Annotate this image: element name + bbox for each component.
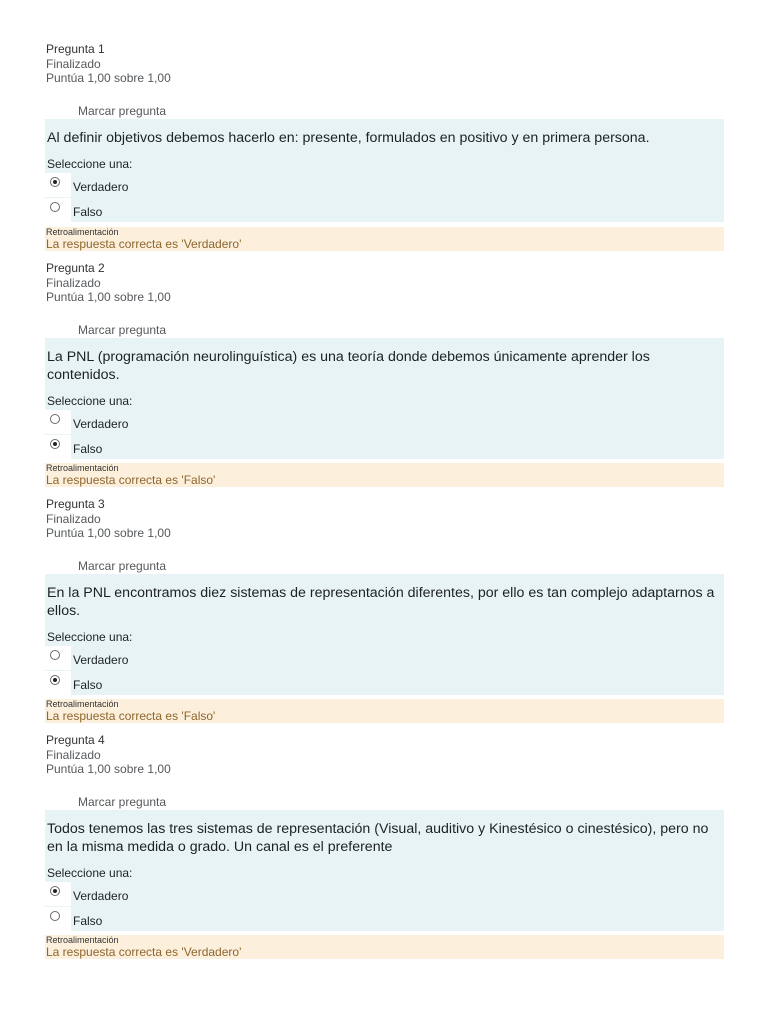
option-verdadero[interactable] (45, 410, 345, 434)
question-number: Pregunta 1 (46, 42, 105, 56)
question-block-1 (0, 42, 768, 254)
radio-button[interactable] (45, 435, 71, 459)
question-grade: Puntúa 1,00 sobre 1,00 (46, 762, 171, 776)
question-block-3 (0, 497, 768, 727)
radio-selected-icon (50, 675, 60, 685)
option-label[interactable]: Falso (73, 205, 103, 219)
radio-button[interactable] (45, 882, 71, 906)
question-grade: Puntúa 1,00 sobre 1,00 (46, 290, 171, 304)
feedback-box (45, 227, 724, 251)
option-falso[interactable] (45, 435, 345, 459)
flag-question-link[interactable]: Marcar pregunta (78, 795, 167, 809)
question-grade: Puntúa 1,00 sobre 1,00 (46, 71, 171, 85)
question-text: Todos tenemos las tres sistemas de representación (Visual, auditivo y Kinestésico o cinestésico), pero no en la misma medida o grado. Un canal es el preferente (47, 821, 709, 855)
option-verdadero[interactable] (45, 173, 345, 197)
option-label[interactable]: Verdadero (73, 417, 129, 431)
question-content (45, 810, 724, 931)
question-content (45, 119, 724, 222)
feedback-label: Retroalimentación (46, 463, 119, 473)
question-block-4 (0, 733, 768, 963)
question-number: Pregunta 3 (46, 497, 105, 511)
flag-question-link[interactable]: Marcar pregunta (78, 323, 167, 337)
option-label[interactable]: Falso (73, 442, 103, 456)
radio-button[interactable] (45, 173, 71, 197)
question-info (46, 261, 171, 305)
question-grade: Puntúa 1,00 sobre 1,00 (46, 526, 171, 540)
feedback-box (45, 935, 724, 959)
radio-selected-icon (50, 439, 60, 449)
radio-empty-icon (50, 414, 60, 424)
option-verdadero[interactable] (45, 646, 345, 670)
radio-empty-icon (50, 202, 60, 212)
question-text: La PNL (programación neurolinguística) es una teoría donde debemos únicamente aprender los contenidos. (47, 349, 650, 383)
question-text: En la PNL encontramos diez sistemas de representación diferentes, por ello es tan complejo adaptarnos a ellos. (47, 585, 715, 619)
radio-selected-icon (50, 177, 60, 187)
question-state: Finalizado (46, 511, 101, 526)
select-one-label: Seleccione una: (47, 630, 133, 644)
radio-empty-icon (50, 911, 60, 921)
question-state: Finalizado (46, 747, 101, 762)
question-text: Al definir objetivos debemos hacerlo en: presente, formulados en positivo y en primera persona. (47, 130, 650, 146)
feedback-box (45, 463, 724, 487)
feedback-label: Retroalimentación (46, 935, 119, 945)
option-label[interactable]: Verdadero (73, 889, 129, 903)
radio-button[interactable] (45, 198, 71, 222)
radio-empty-icon (50, 650, 60, 660)
question-state: Finalizado (46, 275, 101, 290)
select-one-label: Seleccione una: (47, 394, 133, 408)
option-label[interactable]: Falso (73, 678, 103, 692)
select-one-label: Seleccione una: (47, 157, 133, 171)
question-number: Pregunta 2 (46, 261, 105, 275)
option-label[interactable]: Falso (73, 914, 103, 928)
question-info (46, 497, 171, 541)
option-falso[interactable] (45, 907, 345, 931)
feedback-text: La respuesta correcta es 'Verdadero' (46, 945, 242, 959)
feedback-box (45, 699, 724, 723)
question-info (46, 42, 171, 86)
radio-button[interactable] (45, 410, 71, 434)
radio-button[interactable] (45, 671, 71, 695)
question-content (45, 338, 724, 459)
feedback-label: Retroalimentación (46, 699, 119, 709)
option-falso[interactable] (45, 671, 345, 695)
option-verdadero[interactable] (45, 882, 345, 906)
option-label[interactable]: Verdadero (73, 180, 129, 194)
question-state: Finalizado (46, 56, 101, 71)
question-content (45, 574, 724, 695)
feedback-text: La respuesta correcta es 'Verdadero' (46, 237, 242, 251)
feedback-text: La respuesta correcta es 'Falso' (46, 473, 216, 487)
radio-button[interactable] (45, 646, 71, 670)
question-info (46, 733, 171, 777)
feedback-text: La respuesta correcta es 'Falso' (46, 709, 216, 723)
question-number: Pregunta 4 (46, 733, 105, 747)
question-block-2 (0, 261, 768, 491)
flag-question-link[interactable]: Marcar pregunta (78, 559, 167, 573)
feedback-label: Retroalimentación (46, 227, 119, 237)
option-label[interactable]: Verdadero (73, 653, 129, 667)
select-one-label: Seleccione una: (47, 866, 133, 880)
radio-selected-icon (50, 886, 60, 896)
flag-question-link[interactable]: Marcar pregunta (78, 104, 167, 118)
option-falso[interactable] (45, 198, 345, 222)
radio-button[interactable] (45, 907, 71, 931)
